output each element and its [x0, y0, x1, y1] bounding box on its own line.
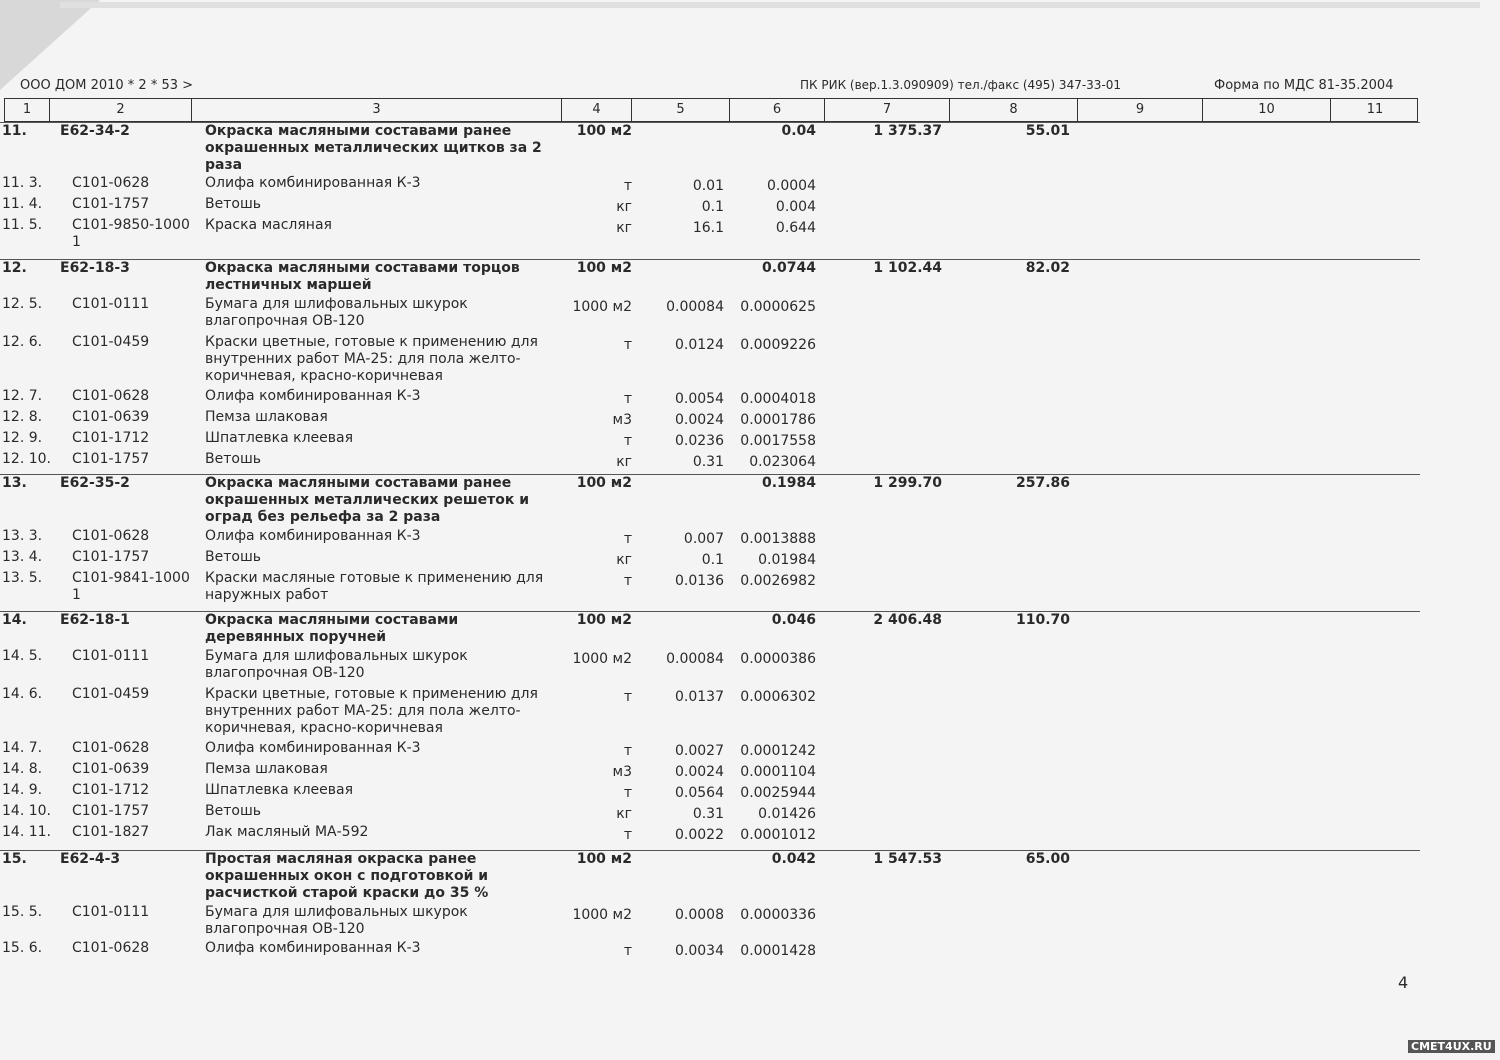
item-name: Олифа комбинированная К-3 [205, 940, 421, 956]
item-number: 11. 3. [2, 175, 43, 191]
item-unit: кг [616, 199, 632, 215]
item-total-qty: 0.0006302 [740, 689, 816, 705]
item-code: Е62-18-1 [60, 612, 130, 628]
item-name: Бумага для шлифовальных шкурок влагопрочная ОВ-120 [205, 904, 468, 937]
item-code: С101-1827 [72, 824, 150, 840]
item-cost: 55.01 [1025, 123, 1070, 139]
item-number: 13. 5. [2, 570, 43, 586]
item-code: Е62-4-3 [60, 851, 121, 867]
item-number: 14. 9. [2, 782, 43, 798]
item-total-qty: 0.04 [781, 123, 816, 139]
item-unit: т [623, 689, 632, 705]
item-norm-qty: 0.0137 [675, 689, 724, 705]
item-norm-qty: 0.00084 [666, 651, 724, 667]
item-name: Окраска масляными составами деревянных поручней [205, 612, 459, 645]
item-number: 15. 5. [2, 904, 43, 920]
item-number: 12. 6. [2, 334, 43, 350]
item-norm-qty: 0.0236 [675, 433, 724, 449]
estimate-section-row [0, 611, 1420, 645]
item-unit: т [623, 391, 632, 407]
item-number: 15. [2, 851, 27, 867]
item-norm-qty: 0.0024 [675, 764, 724, 780]
item-name: Краски цветные, готовые к применению для внутренних работ МА-25: для пола желто-коричневая, красно-коричневая [205, 334, 538, 384]
item-code: С101-0628 [72, 388, 150, 404]
item-code: С101-0639 [72, 761, 150, 777]
item-number: 12. 5. [2, 296, 43, 312]
item-unit-price: 1 547.53 [873, 851, 942, 867]
item-unit-price: 1 375.37 [873, 123, 942, 139]
item-name: Окраска масляными составами ранее окрашенных металлических щитков за 2 раза [205, 123, 542, 173]
item-norm-qty: 0.0024 [675, 412, 724, 428]
item-unit: т [623, 337, 632, 353]
estimate-section-row [0, 850, 1420, 901]
page-number: 4 [1398, 973, 1409, 992]
item-norm-qty: 0.31 [692, 454, 724, 470]
item-total-qty: 0.0004 [767, 178, 816, 194]
item-unit: т [623, 433, 632, 449]
column-number: 8 [950, 99, 1078, 121]
item-unit-price: 1 299.70 [873, 475, 942, 491]
item-name: Бумага для шлифовальных шкурок влагопрочная ОВ-120 [205, 296, 468, 329]
column-number: 3 [192, 99, 562, 121]
item-number: 14. 11. [2, 824, 51, 840]
item-unit: м3 [612, 412, 632, 428]
item-norm-qty: 0.0027 [675, 743, 724, 759]
item-cost: 110.70 [1015, 612, 1070, 628]
item-code: С101-1712 [72, 782, 150, 798]
column-number: 11 [1366, 102, 1384, 117]
item-unit: кг [616, 220, 632, 236]
item-total-qty: 0.0017558 [740, 433, 816, 449]
item-unit: 100 м2 [576, 260, 632, 276]
item-unit: 1000 м2 [572, 299, 632, 315]
item-number: 12. 10. [2, 451, 51, 467]
item-code: С101-9850-10001 [72, 217, 190, 250]
item-code: С101-0111 [72, 904, 150, 920]
item-name: Окраска масляными составами ранее окрашенных металлических решеток и оград без рельефа за 2 раза [205, 475, 530, 525]
item-unit: т [623, 178, 632, 194]
item-cost: 65.00 [1025, 851, 1070, 867]
item-code: С101-1712 [72, 430, 150, 446]
item-unit: 1000 м2 [572, 651, 632, 667]
item-number: 11. 5. [2, 217, 43, 233]
column-number: 2 [50, 99, 192, 121]
item-norm-qty: 0.00084 [666, 299, 724, 315]
item-norm-qty: 0.0124 [675, 337, 724, 353]
item-code: С101-1757 [72, 549, 150, 565]
item-unit: т [623, 531, 632, 547]
item-name: Шпатлевка клеевая [205, 782, 354, 798]
item-total-qty: 0.0000625 [740, 299, 816, 315]
item-total-qty: 0.0000336 [740, 907, 816, 923]
column-number: 1 [5, 99, 50, 121]
item-cost: 82.02 [1025, 260, 1070, 276]
item-number: 14. 7. [2, 740, 43, 756]
item-code: С101-0628 [72, 940, 150, 956]
item-number: 14. 8. [2, 761, 43, 777]
item-total-qty: 0.01426 [758, 806, 816, 822]
header-software: ПК РИК (вер.1.3.090909) тел./факс (495) 347-33-01 [800, 78, 1122, 92]
item-norm-qty: 0.0022 [675, 827, 724, 843]
item-total-qty: 0.004 [775, 199, 816, 215]
column-number: 7 [825, 99, 950, 121]
column-number: 5 [632, 99, 730, 121]
item-name: Ветошь [205, 803, 261, 819]
item-code: Е62-35-2 [60, 475, 130, 491]
item-total-qty: 0.046 [771, 612, 816, 628]
item-total-qty: 0.0009226 [740, 337, 816, 353]
item-number: 13. 4. [2, 549, 43, 565]
item-unit: м3 [612, 764, 632, 780]
item-name: Бумага для шлифовальных шкурок влагопрочная ОВ-120 [205, 648, 468, 681]
item-code: С101-0459 [72, 334, 150, 350]
item-norm-qty: 0.0008 [675, 907, 724, 923]
item-number: 11. [2, 123, 27, 139]
item-norm-qty: 0.0034 [675, 943, 724, 959]
item-unit: т [623, 743, 632, 759]
item-number: 11. 4. [2, 196, 43, 212]
item-unit: кг [616, 552, 632, 568]
estimate-section-row [0, 259, 1420, 293]
item-total-qty: 0.0004018 [740, 391, 816, 407]
item-code: С101-0628 [72, 740, 150, 756]
item-code: Е62-18-3 [60, 260, 130, 276]
item-norm-qty: 16.1 [692, 220, 724, 236]
item-name: Краски цветные, готовые к применению для внутренних работ МА-25: для пола желто-коричневая, красно-коричневая [205, 686, 538, 736]
item-code: С101-9841-10001 [72, 570, 190, 603]
item-total-qty: 0.042 [771, 851, 816, 867]
item-total-qty: 0.0026982 [740, 573, 816, 589]
item-total-qty: 0.0013888 [740, 531, 816, 547]
item-norm-qty: 0.1 [701, 552, 724, 568]
item-number: 15. 6. [2, 940, 43, 956]
item-name: Лак масляный МА-592 [205, 824, 369, 840]
item-number: 13. [2, 475, 27, 491]
item-number: 12. 9. [2, 430, 43, 446]
item-code: С101-0459 [72, 686, 150, 702]
item-name: Пемза шлаковая [205, 409, 328, 425]
item-code: С101-0628 [72, 175, 150, 191]
item-number: 13. 3. [2, 528, 43, 544]
item-unit-price: 1 102.44 [873, 260, 942, 276]
item-total-qty: 0.0744 [761, 260, 816, 276]
header-left: ООО ДОМ 2010 * 2 * 53 > [20, 78, 194, 93]
item-number: 14. [2, 612, 27, 628]
item-number: 14. 6. [2, 686, 43, 702]
item-unit: т [623, 827, 632, 843]
item-norm-qty: 0.31 [692, 806, 724, 822]
column-number: 9 [1078, 99, 1203, 121]
item-unit: кг [616, 806, 632, 822]
item-total-qty: 0.0025944 [740, 785, 816, 801]
item-total-qty: 0.0001428 [740, 943, 816, 959]
item-norm-qty: 0.1 [701, 199, 724, 215]
item-unit: 100 м2 [576, 612, 632, 628]
item-name: Олифа комбинированная К-3 [205, 528, 421, 544]
item-unit: 100 м2 [576, 851, 632, 867]
item-code: С101-0111 [72, 648, 150, 664]
item-norm-qty: 0.0054 [675, 391, 724, 407]
item-name: Краски масляные готовые к применению для наружных работ [205, 570, 544, 603]
column-number: 6 [730, 99, 825, 121]
item-name: Ветошь [205, 196, 261, 212]
item-unit: кг [616, 454, 632, 470]
item-norm-qty: 0.01 [692, 178, 724, 194]
item-unit: т [623, 943, 632, 959]
item-code: С101-1757 [72, 451, 150, 467]
site-watermark: СМЕТ4UX.RU [1408, 1040, 1495, 1053]
item-unit: т [623, 785, 632, 801]
folded-corner [0, 0, 100, 90]
item-name: Олифа комбинированная К-3 [205, 388, 421, 404]
item-total-qty: 0.01984 [758, 552, 816, 568]
item-total-qty: 0.1984 [761, 475, 816, 491]
item-total-qty: 0.0001012 [740, 827, 816, 843]
item-code: С101-0628 [72, 528, 150, 544]
item-name: Краска масляная [205, 217, 332, 233]
column-number: 4 [562, 99, 632, 121]
item-number: 12. [2, 260, 27, 276]
item-name: Олифа комбинированная К-3 [205, 740, 421, 756]
item-unit: т [623, 573, 632, 589]
item-norm-qty: 0.0564 [675, 785, 724, 801]
item-name: Шпатлевка клеевая [205, 430, 354, 446]
item-code: С101-0639 [72, 409, 150, 425]
item-total-qty: 0.0001786 [740, 412, 816, 428]
item-norm-qty: 0.007 [683, 531, 724, 547]
item-total-qty: 0.644 [775, 220, 816, 236]
item-unit-price: 2 406.48 [873, 612, 942, 628]
item-number: 14. 10. [2, 803, 51, 819]
item-unit: 100 м2 [576, 475, 632, 491]
item-unit: 100 м2 [576, 123, 632, 139]
item-name: Ветошь [205, 549, 261, 565]
item-name: Окраска масляными составами торцов лестничных маршей [205, 260, 520, 293]
estimate-section-row [0, 474, 1420, 525]
estimate-section-row [0, 122, 1420, 173]
item-name: Простая масляная окраска ранее окрашенных окон с подготовкой и расчисткой старой краски до 35 % [205, 851, 489, 901]
item-norm-qty: 0.0136 [675, 573, 724, 589]
item-total-qty: 0.0001242 [740, 743, 816, 759]
item-number: 12. 8. [2, 409, 43, 425]
item-total-qty: 0.0000386 [740, 651, 816, 667]
header-form: Форма по МДС 81-35.2004 [1214, 78, 1394, 93]
item-number: 12. 7. [2, 388, 43, 404]
paper-edge [60, 2, 1480, 8]
item-name: Олифа комбинированная К-3 [205, 175, 421, 191]
item-number: 14. 5. [2, 648, 43, 664]
item-code: С101-1757 [72, 803, 150, 819]
column-number-row [4, 98, 1418, 122]
item-total-qty: 0.023064 [749, 454, 816, 470]
item-code: С101-0111 [72, 296, 150, 312]
item-name: Ветошь [205, 451, 261, 467]
item-code: Е62-34-2 [60, 123, 130, 139]
item-total-qty: 0.0001104 [740, 764, 816, 780]
item-code: С101-1757 [72, 196, 150, 212]
item-unit: 1000 м2 [572, 907, 632, 923]
item-cost: 257.86 [1015, 475, 1070, 491]
column-number: 10 [1203, 99, 1331, 121]
item-name: Пемза шлаковая [205, 761, 328, 777]
